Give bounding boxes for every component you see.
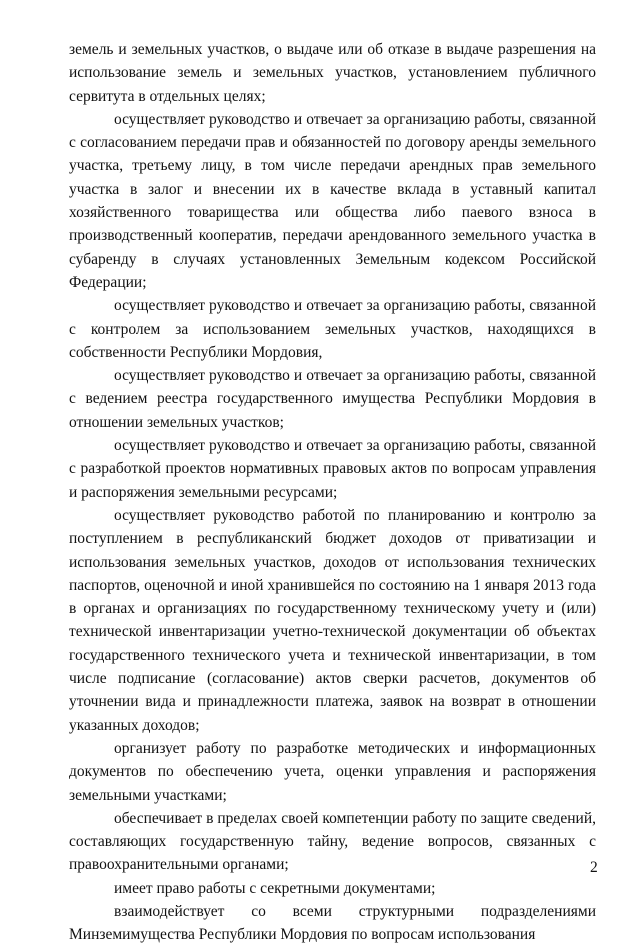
paragraph-6: осуществляет руководство работой по планированию и контролю за поступлением в республиканский бюджет доходов от приватизации и использования земельных участков, доходов от использования технических паспортов, оценочной и иной хранившейся по состоянию на 1 января 2013 года в органах и организациях по государственному техническому учету и (или) технической инвентаризации учетно-технической документации об объектах государственного технического учета и технической инвентаризации, в том числе подписание (согласование) актов сверки расчетов, документов об уточнении вида и принадлежности платежа, заявок на возврат в отношении указанных доходов;: [69, 506, 596, 734]
paragraph-2: осуществляет руководство и отвечает за организацию работы, связанной с согласованием передачи прав и обязанностей по договору аренды земельного участка, третьему лицу, в том числе передачи арендных прав земельного участка в залог и внесении их в качестве вклада в уставный капитал хозяйственного товарищества или общества либо паевого взноса в производственный кооператив, передачи арендованного земельного участка в субаренду в случаях установленных Земельным кодексом Российской Федерации;: [69, 110, 596, 291]
paragraph-1: земель и земельных участков, о выдаче или об отказе в выдаче разрешения на использование земель и земельных участков, установлением публичного сервитута в отдельных целях;: [69, 41, 596, 105]
paragraph-8: обеспечивает в пределах своей компетенции работу по защите сведений, составляющих государственную тайну, ведение вопросов, связанных с правоохранительными органами;: [69, 809, 596, 874]
paragraph-7: организует работу по разработке методических и информационных документов по обеспечению учета, оценки управления и распоряжения земельными участками;: [69, 739, 596, 804]
paragraph-10: взаимодействует со всеми структурными подразделениями Минземимущества Республики Мордовия по вопросам использования: [69, 902, 596, 944]
paragraph-3: осуществляет руководство и отвечает за организацию работы, связанной с контролем за использованием земельных участков, находящихся в собственности Республики Мордовия,: [69, 297, 596, 361]
paragraph-5: осуществляет руководство и отвечает за организацию работы, связанной с разработкой проектов нормативных правовых актов по вопросам управления и распоряжения земельными ресурсами;: [69, 437, 596, 501]
paragraph-4: осуществляет руководство и отвечает за организацию работы, связанной с ведением реестра государственного имущества Республики Мордовия в отношении земельных участков;: [69, 367, 596, 431]
paragraph-9: имеет право работы с секретными документами;: [114, 879, 436, 897]
page-number: 2: [590, 859, 598, 876]
document-body: [69, 38, 596, 947]
